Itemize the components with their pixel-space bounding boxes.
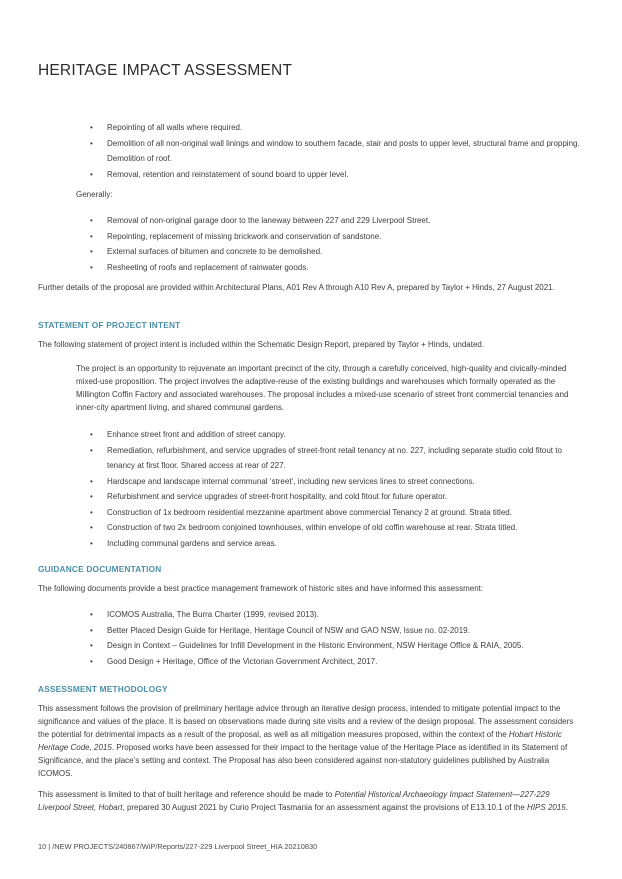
bullet-icon: • [90,430,93,439]
bullet-icon: • [90,610,93,619]
further-details: Further details of the proposal are provided within Architectural Plans, A01 Rev A through A10 Rev A, prepared by Taylor + Hinds, 27 August 2021. [38,283,555,292]
list-item: • External surfaces of bitumen and concrete to be demolished. [90,244,580,260]
list-item: • Removal of non-original garage door to the laneway between 227 and 229 Liverpool Street. [90,213,580,229]
bullet-icon: • [90,247,93,256]
bullet-icon: • [90,492,93,501]
list-item: • Good Design + Heritage, Office of the Victorian Government Architect, 2017. [90,654,586,670]
bullet-icon: • [90,169,93,179]
intent-list [90,427,586,551]
bullet-icon: • [90,123,93,132]
bullet-icon: • [90,656,93,666]
list-item: • Repointing of all walls where required. [90,120,580,136]
bullet-icon: • [90,138,93,148]
generally-list [90,213,580,275]
guidance-list [90,607,586,669]
bullet-icon: • [90,262,93,272]
bullet-icon: • [90,216,93,225]
bullet-icon: • [90,231,93,241]
list-item: • Demolition of all non-original wall linings and window to southern facade, stair and posts to upper level, structural frame and propping. Demolition of roof. [90,136,580,167]
bullet-icon: • [90,476,93,486]
page-footer: 10 | /NEW PROJECTS/240867/WiP/Reports/227-229 Liverpool Street_HIA 20210830 [38,842,318,851]
list-item: • Enhance street front and addition of street canopy. [90,427,586,443]
list-item: • Repointing, replacement of missing brickwork and conservation of sandstone. [90,229,580,245]
bullet-icon: • [90,507,93,517]
statement-heading: STATEMENT OF PROJECT INTENT [38,320,181,330]
list-item: • Design in Context – Guidelines for Infill Development in the Historic Environment, NSW Heritage Office & RAIA, 2005. [90,638,586,654]
bullet-icon: • [90,538,93,548]
statement-intro: The following statement of project intent is included within the Schematic Design Report, prepared by Taylor + Hinds, undated. [38,340,485,349]
guidance-intro: The following documents provide a best practice management framework of historic sites and have informed this assessment: [38,584,484,593]
list-item: • Including communal gardens and service areas. [90,536,586,552]
demolition-list [90,120,580,182]
bullet-icon: • [90,625,93,635]
guidance-heading: GUIDANCE DOCUMENTATION [38,564,162,574]
methodology-paragraph-2: This assessment is limited to that of built heritage and reference should be made to Potential Historical Archaeology Impact Statement—227-229 Liverpool Street, Hobart, prepared 30 August 2021 by Curio Project Tasmania for an assessment against the provisions of E13.10.1 of the HIPS 2015. [38,790,568,812]
statement-quote: The project is an opportunity to rejuvenate an important precinct of the city, through a carefully conceived, high-quality and civically-minded mixed-use proposition. The project involves the adaptive-reuse of the existing buildings and warehouses which formally operated as the Millington Coffin Factory and associated warehouses. The proposal includes a mixed-use scenario of street front commercial tenancies and inner-city apartment living, and shared communal gardens. [76,364,569,412]
generally-label: Generally: [76,190,113,199]
list-item: • Construction of two 2x bedroom conjoined townhouses, within envelope of old coffin warehouse at rear. Strata titled. [90,520,586,536]
list-item: • Resheeting of roofs and replacement of rainwater goods. [90,260,580,276]
list-item: • Remediation, refurbishment, and service upgrades of street-front retail tenancy at no. 227, including separate studio cold fitout to tenancy at first floor. Shared access at rear of 227. [90,443,586,474]
list-item: • Better Placed Design Guide for Heritage, Heritage Council of NSW and GAO NSW, Issue no. 02-2019. [90,623,586,639]
list-item: • Removal, retention and reinstatement of sound board to upper level. [90,167,580,183]
list-item: • Refurbishment and service upgrades of street-front hospitality, and cold fitout for future operator. [90,489,586,505]
bullet-icon: • [90,641,93,650]
list-item: • Construction of 1x bedroom residential mezzanine apartment above commercial Tenancy 2 at ground. Strata titled. [90,505,586,521]
list-item: • ICOMOS Australia, The Burra Charter (1999, revised 2013). [90,607,586,623]
methodology-heading: ASSESSMENT METHODOLOGY [38,684,168,694]
bullet-icon: • [90,445,93,455]
bullet-icon: • [90,523,93,532]
page-title: HERITAGE IMPACT ASSESSMENT [38,62,293,80]
methodology-paragraph-1: This assessment follows the provision of preliminary heritage advice through an iterative design process, intended to mitigate potential impact to the significance and values of the place. It is based on observations made during site visits and a review of the design proposal. The assessment considers the potential for detrimental impacts as a result of the proposal, as well as all mitigation measures proposed, within the context of the Hobart Historic Heritage Code, 2015. Proposed works have been assessed for their impact to the heritage value of the Heritage Place as identified in its Statement of Significance, and the place’s setting and context. The Proposal has also been considered against non-statutory guidelines published by Australia ICOMOS. [38,704,574,778]
list-item: • Hardscape and landscape internal communal ‘street’, including new services lines to street connections. [90,474,586,490]
